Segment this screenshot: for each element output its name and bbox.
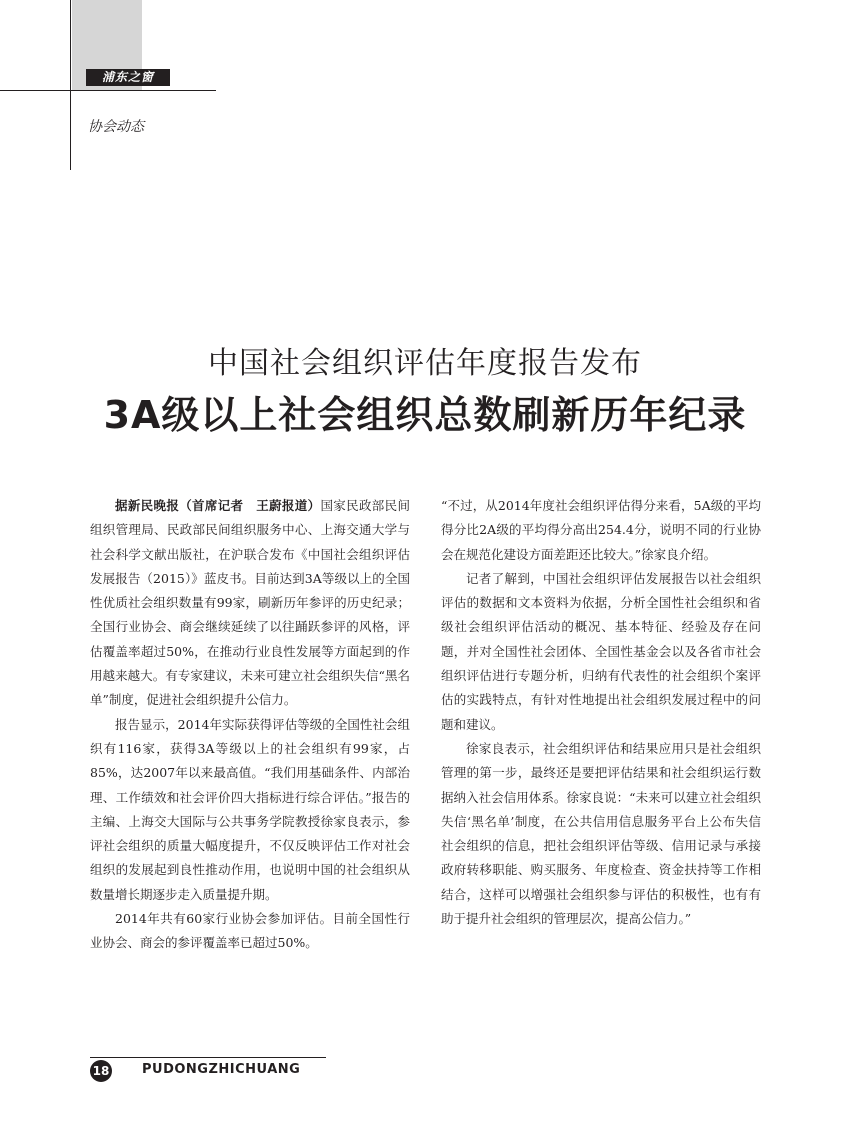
section-label: 协会动态	[88, 119, 144, 135]
footer-brand: PUDONGZHICHUANG	[142, 1062, 301, 1077]
article-paragraph: 徐家良表示，社会组织评估和结果应用只是社会组织管理的第一步，最终还是要把评估结果和社会组织运行数据纳入社会信用体系。徐家良说：“未来可以建立社会组织失信‘黑名单’制度，在公共信用信息服务平台上公布失信社会组织的信息，把社会组织评估等级、信用记录与承接政府转移职能、购买服务、年度检查、资金扶持等工作相结合，这样可以增强社会组织参与评估的积极性，也有有助于提升社会组织的管理层次，提高公信力。”	[441, 740, 761, 927]
article-paragraph-text: 国家民政部民间组织管理局、民政部民间组织服务中心、上海交通大学与社会科学文献出版社，在沪联合发布《中国社会组织评估发展报告（2015）》蓝皮书。目前达到3A等级以上的全国性优质社会组织数量有99家，刷新历年参评的历史纪录；全国行业协会、商会继续延续了以往踊跃参评的风格，评估覆盖率超过50%，在推动行业良性发展等方面起到的作用越来越大。有专家建议，未来可建立社会组织失信“黑名单”制度，促进社会组织提升公信力。	[90, 498, 410, 708]
article-column-right	[441, 494, 761, 931]
header-vertical-rule	[70, 0, 71, 170]
article-paragraph	[90, 494, 410, 713]
article-column-left	[90, 494, 410, 956]
header-horizontal-rule	[0, 90, 216, 91]
article-byline: 据新民晚报（首席记者 王蔚报道）	[115, 498, 321, 513]
article-paragraph: 记者了解到，中国社会组织评估发展报告以社会组织评估的数据和文本资料为依据，分析全国性社会组织和省级社会组织评估活动的概况、基本特征、经验及存在问题，并对全国性社会团体、全国性基金会以及各省市社会组织评估进行专题分析，归纳有代表性的社会组织个案评估的实践特点，有针对性地提出社会组织发展过程中的问题和建议。	[441, 570, 761, 732]
article-paragraph: 2014年共有60家行业协会参加评估。目前全国性行业协会、商会的参评覆盖率已超过50%。	[90, 911, 410, 951]
article-paragraph: 报告显示，2014年实际获得评估等级的全国性社会组织有116家，获得3A等级以上的社会组织有99家，占85%，达2007年以来最高值。“我们用基础条件、内部治理、工作绩效和社会评价四大指标进行综合评估。”报告的主编、上海交大国际与公共事务学院教授徐家良表示，参评社会组织的质量大幅度提升，不仅反映评估工作对社会组织的发展起到良性推动作用，也说明中国的社会组织从数量增长期逐步走入质量提升期。	[90, 716, 410, 902]
article-subtitle: 3A级以上社会组织总数刷新历年纪录	[103, 393, 747, 437]
magazine-tab: 浦东之窗	[86, 69, 170, 86]
article-paragraph: “不过，从2014年度社会组织评估得分来看，5A级的平均得分比2A级的平均得分高出254.4分，说明不同的行业协会在规范化建设方面差距还比较大。”徐家良介绍。	[441, 498, 761, 562]
page-number: 18	[90, 1060, 112, 1082]
footer-rule	[90, 1057, 326, 1058]
article-title: 中国社会组织评估年度报告发布	[208, 346, 642, 381]
